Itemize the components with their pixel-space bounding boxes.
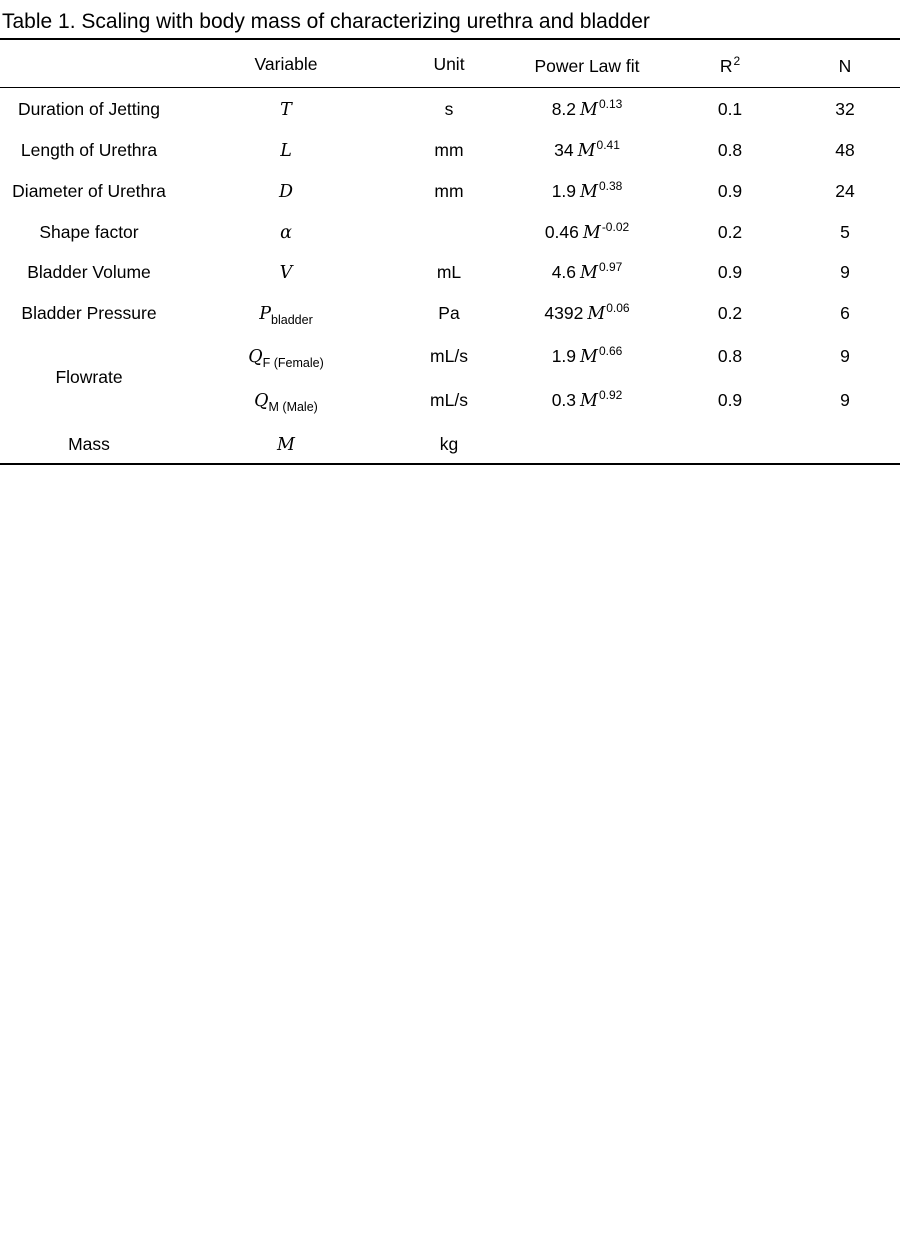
row-fit-coefficient: 1.9 bbox=[551, 181, 577, 201]
row-r2: 0.1 bbox=[717, 99, 743, 119]
row-fit-base: M bbox=[577, 141, 596, 161]
header-rule bbox=[0, 87, 900, 88]
row-variable-symbol: L bbox=[280, 141, 292, 161]
row-fit-exponent: 0.06 bbox=[606, 301, 630, 315]
row-r2: 0.9 bbox=[717, 262, 743, 282]
table-caption: Table 1. Scaling with body mass of characterizing urethra and bladder bbox=[2, 10, 650, 33]
header-variable: Variable bbox=[254, 54, 318, 74]
row-unit: mL/s bbox=[430, 390, 468, 410]
row-fit-coefficient: 0.3 bbox=[551, 390, 577, 410]
row-variable bbox=[277, 433, 295, 456]
row-variable bbox=[280, 139, 292, 162]
row-variable-symbol: V bbox=[279, 263, 293, 283]
top-rule bbox=[0, 38, 900, 40]
row-variable-symbol: M bbox=[277, 435, 295, 455]
row-variable bbox=[279, 180, 293, 203]
row-variable-symbol: α bbox=[280, 223, 292, 243]
header-r2 bbox=[720, 55, 740, 79]
row-variable bbox=[280, 261, 293, 284]
header-fit: Power Law fit bbox=[534, 56, 640, 76]
row-r2: 0.8 bbox=[717, 140, 743, 160]
row-variable bbox=[280, 98, 292, 121]
row-label: Length of Urethra bbox=[20, 140, 158, 160]
row-unit: Pa bbox=[438, 303, 460, 323]
row-power-law-fit bbox=[552, 180, 623, 204]
row-fit-base: M bbox=[587, 304, 606, 324]
row-variable bbox=[248, 345, 323, 369]
row-fit-base: M bbox=[580, 100, 598, 120]
row-variable-symbol: D bbox=[278, 182, 294, 202]
row-variable bbox=[259, 302, 312, 326]
row-r2: 0.2 bbox=[717, 222, 743, 242]
row-fit-base: M bbox=[580, 263, 598, 283]
row-fit-coefficient: 1.9 bbox=[551, 346, 577, 366]
row-fit-base: M bbox=[580, 347, 598, 367]
header-r2-sup: 2 bbox=[733, 54, 741, 68]
row-fit-coefficient: 0.46 bbox=[544, 222, 579, 242]
row-fit-exponent: 0.38 bbox=[598, 179, 623, 193]
row-n: 48 bbox=[835, 140, 855, 160]
row-unit: s bbox=[444, 99, 454, 119]
row-power-law-fit bbox=[552, 261, 623, 285]
row-fit-exponent: 0.41 bbox=[596, 138, 620, 152]
row-variable-symbol: Q bbox=[248, 347, 263, 367]
row-variable bbox=[280, 221, 292, 244]
row-unit: mL bbox=[436, 262, 462, 282]
row-variable-symbol: T bbox=[280, 100, 292, 120]
row-variable-subscript: M (Male) bbox=[268, 400, 318, 414]
row-fit-base: M bbox=[580, 182, 598, 202]
row-label: Bladder Pressure bbox=[21, 303, 157, 323]
row-variable-symbol: Q bbox=[254, 391, 269, 411]
header-n: N bbox=[838, 56, 852, 76]
row-power-law-fit bbox=[552, 345, 623, 369]
row-n: 9 bbox=[840, 262, 850, 282]
row-variable bbox=[254, 389, 318, 413]
row-fit-exponent: 0.66 bbox=[598, 344, 623, 358]
row-variable-subscript: F (Female) bbox=[262, 356, 324, 370]
row-unit: mm bbox=[434, 181, 464, 201]
row-n: 32 bbox=[835, 99, 855, 119]
header-unit: Unit bbox=[433, 54, 465, 74]
row-fit-coefficient: 8.2 bbox=[551, 99, 577, 119]
row-n: 6 bbox=[840, 303, 850, 323]
row-label: Bladder Volume bbox=[27, 262, 151, 282]
row-r2: 0.9 bbox=[717, 181, 743, 201]
row-fit-exponent: 0.97 bbox=[598, 260, 623, 274]
row-label: Duration of Jetting bbox=[17, 99, 161, 119]
row-fit-base: M bbox=[582, 223, 601, 243]
row-n: 5 bbox=[840, 222, 850, 242]
bottom-rule bbox=[0, 463, 900, 465]
row-r2: 0.2 bbox=[717, 303, 743, 323]
row-power-law-fit bbox=[554, 139, 620, 163]
row-r2: 0.9 bbox=[717, 390, 743, 410]
row-variable-symbol: P bbox=[259, 304, 272, 324]
row-label: Mass bbox=[68, 434, 110, 454]
row-r2: 0.8 bbox=[717, 346, 743, 366]
row-n: 9 bbox=[840, 390, 850, 410]
row-fit-exponent: -0.02 bbox=[601, 220, 630, 234]
row-n: 9 bbox=[840, 346, 850, 366]
row-fit-exponent: 0.92 bbox=[598, 388, 623, 402]
row-fit-coefficient: 4392 bbox=[544, 303, 584, 323]
row-fit-exponent: 0.13 bbox=[598, 97, 623, 111]
row-label: Diameter of Urethra bbox=[12, 181, 166, 201]
row-power-law-fit bbox=[545, 221, 629, 245]
row-power-law-fit bbox=[552, 389, 623, 413]
row-fit-coefficient: 4.6 bbox=[551, 262, 577, 282]
row-unit: kg bbox=[439, 434, 459, 454]
row-fit-base: M bbox=[580, 391, 598, 411]
row-unit: mm bbox=[434, 140, 464, 160]
row-unit: mL/s bbox=[430, 346, 468, 366]
row-n: 24 bbox=[835, 181, 855, 201]
row-fit-coefficient: 34 bbox=[554, 140, 574, 160]
row-label: Shape factor bbox=[39, 222, 139, 242]
header-r2-base: R bbox=[719, 56, 733, 76]
row-power-law-fit bbox=[544, 302, 629, 326]
row-power-law-fit bbox=[552, 98, 623, 122]
group-label-flowrate: Flowrate bbox=[55, 367, 123, 387]
row-variable-subscript: bladder bbox=[271, 313, 313, 327]
